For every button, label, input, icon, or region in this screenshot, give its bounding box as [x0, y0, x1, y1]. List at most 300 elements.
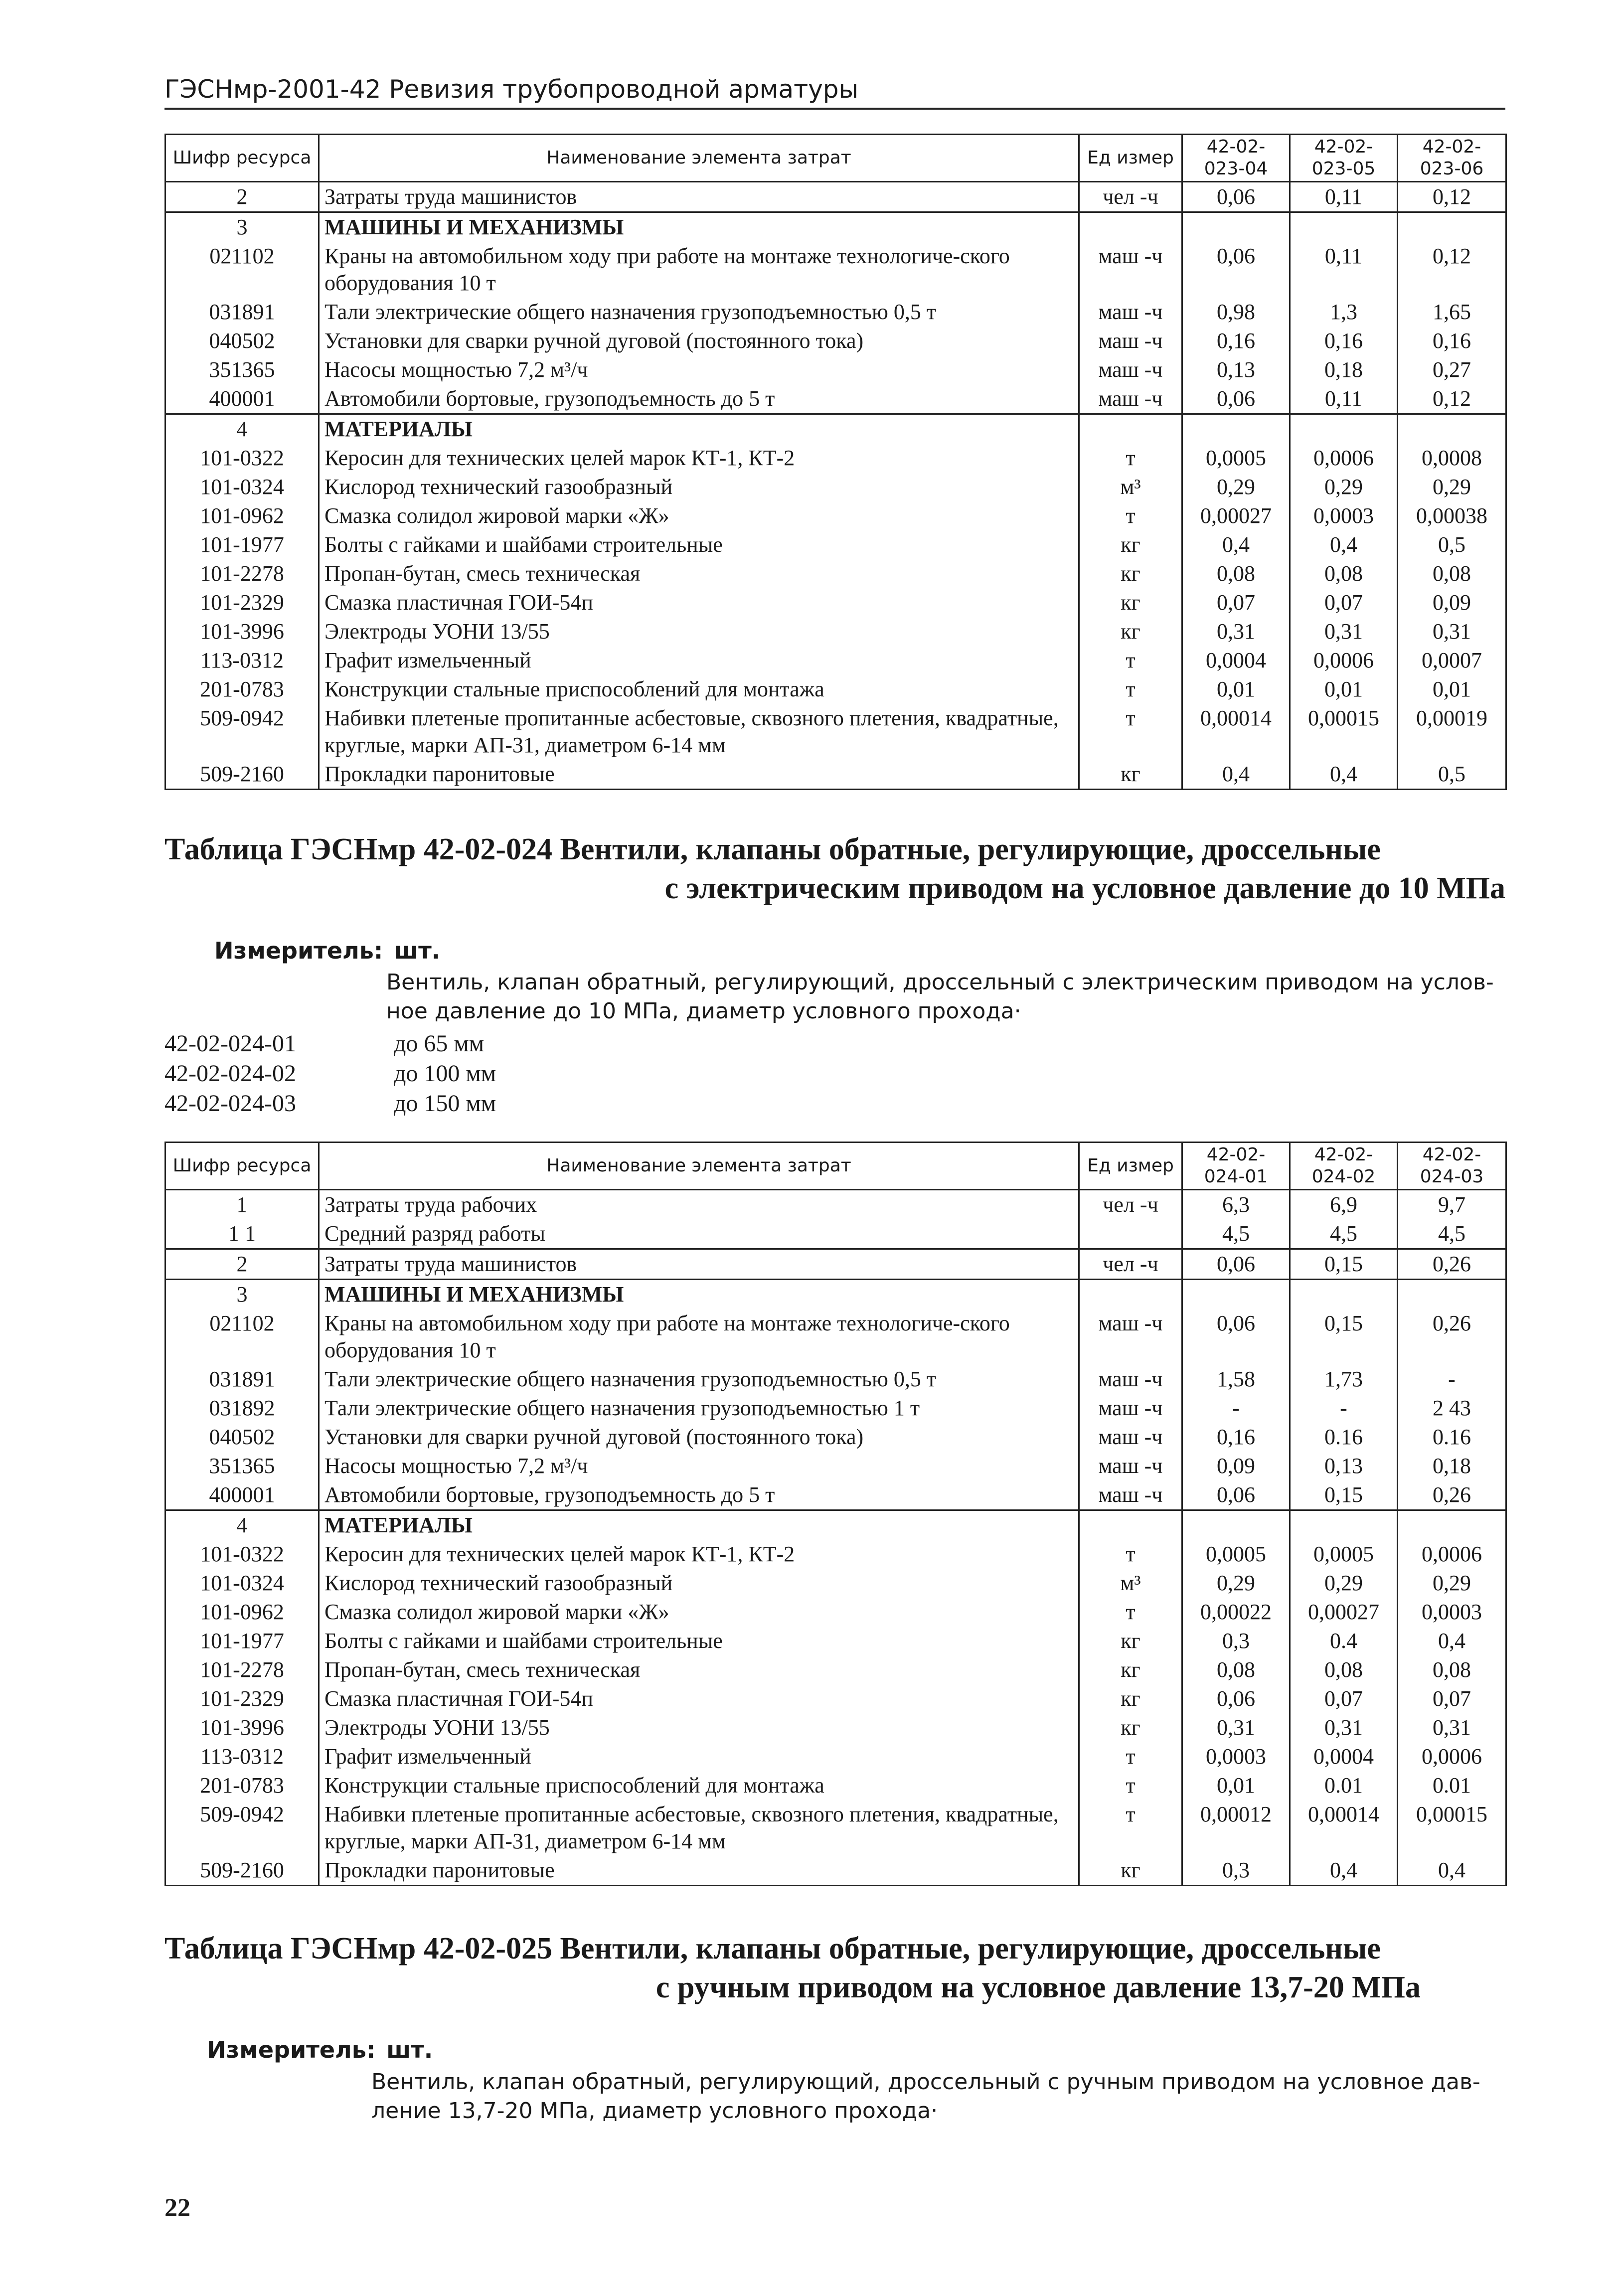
cell-value: 0,16 — [1182, 1423, 1290, 1452]
cell-value: 0,16 — [1290, 327, 1398, 355]
cell-value: 0,15 — [1290, 1249, 1398, 1280]
cell-value: 0,00014 — [1290, 1800, 1398, 1856]
cell-code: 400001 — [165, 384, 319, 414]
variant-text: до 100 мм — [394, 1060, 496, 1087]
cell-value: 9,7 — [1398, 1190, 1506, 1220]
variant-code: 42-02-024-01 — [164, 1030, 296, 1057]
cell-value — [1182, 1510, 1290, 1540]
header-unit: Ед измер — [1079, 1143, 1182, 1190]
cell-value: 0,98 — [1182, 298, 1290, 327]
cell-name: Средний разряд работы — [319, 1219, 1079, 1249]
cell-value: 1,65 — [1398, 298, 1506, 327]
cell-unit: т — [1079, 1598, 1182, 1627]
variant-row — [164, 1029, 484, 1059]
cell-code: 101-1977 — [165, 1627, 319, 1655]
cell-name: Тали электрические общего назначения грузоподъемностью 0,5 т — [319, 1365, 1079, 1394]
cell-code: 509-0942 — [165, 704, 319, 760]
cell-unit: т — [1079, 675, 1182, 704]
cell-value: 0,3 — [1182, 1856, 1290, 1886]
cell-code: 040502 — [165, 1423, 319, 1452]
section-title: МАТЕРИАЛЫ — [319, 1510, 1079, 1540]
table-row — [165, 1309, 1506, 1365]
cell-value: 0,29 — [1398, 473, 1506, 501]
measure-value: шт. — [394, 937, 441, 964]
cell-value: 0,0006 — [1290, 444, 1398, 473]
header-unit: Ед измер — [1079, 135, 1182, 182]
cell-value: 0,08 — [1290, 559, 1398, 588]
cell-value: 0,01 — [1290, 675, 1398, 704]
cell-code: 031891 — [165, 298, 319, 327]
header-col-3: 42-02-023-06 — [1398, 135, 1506, 182]
cell-value: 0,11 — [1290, 182, 1398, 212]
cell-name: Набивки плетеные пропитанные асбестовые, сквозного плетения, квадратные, круглые, марки АП-31, диаметром 6-14 мм — [319, 704, 1079, 760]
table-row — [165, 444, 1506, 473]
measure-value: шт. — [386, 2036, 433, 2063]
cell-value: 0,13 — [1182, 355, 1290, 384]
table-row — [165, 646, 1506, 675]
cell-value: 0,29 — [1290, 473, 1398, 501]
cell-value: 0,27 — [1398, 355, 1506, 384]
cell-unit: т — [1079, 704, 1182, 760]
cell-value: 0,4 — [1290, 530, 1398, 559]
table-row — [165, 559, 1506, 588]
cell-value: 0,08 — [1290, 1655, 1398, 1684]
cell-value: 0,4 — [1182, 760, 1290, 790]
cell-code: 101-1977 — [165, 530, 319, 559]
cell-value: 0,07 — [1182, 588, 1290, 617]
variant-text: до 65 мм — [394, 1030, 485, 1057]
cell-value: 0,0004 — [1290, 1742, 1398, 1771]
header-col-3: 42-02-024-03 — [1398, 1143, 1506, 1190]
cell-name: Графит измельченный — [319, 646, 1079, 675]
cell-code: 040502 — [165, 327, 319, 355]
cell-name: Прокладки паронитовые — [319, 1856, 1079, 1886]
cell-value: 1,58 — [1182, 1365, 1290, 1394]
cell-value: 0,06 — [1182, 1249, 1290, 1280]
header-code: Шифр ресурса — [165, 135, 319, 182]
cell-value: 0,4 — [1290, 760, 1398, 790]
variant-text: до 150 мм — [394, 1090, 496, 1117]
cell-code: 101-2278 — [165, 559, 319, 588]
cell-value: 0.4 — [1290, 1627, 1398, 1655]
table-row — [165, 530, 1506, 559]
cell-name: Установки для сварки ручной дуговой (постоянного тока) — [319, 1423, 1079, 1452]
table-row — [165, 1800, 1506, 1856]
cell-code: 113-0312 — [165, 646, 319, 675]
cell-unit: кг — [1079, 1655, 1182, 1684]
cell-unit: маш -ч — [1079, 1309, 1182, 1365]
cell-code: 101-3996 — [165, 1713, 319, 1742]
cell-value: 0,06 — [1182, 1480, 1290, 1510]
cell-unit: маш -ч — [1079, 1394, 1182, 1423]
cell-value: 0,4 — [1398, 1627, 1506, 1655]
header-name: Наименование элемента затрат — [319, 1143, 1079, 1190]
cell-value: 0.16 — [1290, 1423, 1398, 1452]
measure-description: Вентиль, клапан обратный, регулирующий, дроссельный с электрическим приводом на услов-ное давление до 10 МПа, диаметр условного прохода· — [386, 970, 1494, 1024]
cell-unit: маш -ч — [1079, 1423, 1182, 1452]
cell-value: 0,00014 — [1182, 704, 1290, 760]
cell-value: 0,08 — [1398, 1655, 1506, 1684]
cell-name: Смазка пластичная ГОИ-54п — [319, 588, 1079, 617]
cell-value: 4,5 — [1398, 1219, 1506, 1249]
variant-code: 42-02-024-03 — [164, 1090, 296, 1117]
cell-name: Прокладки паронитовые — [319, 760, 1079, 790]
cell-value: 0,12 — [1398, 384, 1506, 414]
cell-code: 2 — [165, 1249, 319, 1280]
resource-table-024 — [164, 1142, 1507, 1886]
table-header-row — [165, 1143, 1506, 1190]
cell-value: 0,4 — [1182, 530, 1290, 559]
cell-code: 1 — [165, 1190, 319, 1220]
cell-value: 0,0006 — [1398, 1540, 1506, 1569]
section-title: МАТЕРИАЛЫ — [319, 414, 1079, 444]
cell-name: Конструкции стальные приспособлений для монтажа — [319, 675, 1079, 704]
cell-code: 201-0783 — [165, 1771, 319, 1800]
cell-name: Насосы мощностью 7,2 м³/ч — [319, 355, 1079, 384]
page-header — [164, 74, 1505, 110]
cell-unit: т — [1079, 501, 1182, 530]
cell-value — [1398, 1510, 1506, 1540]
cell-unit: маш -ч — [1079, 1365, 1182, 1394]
cell-name: Затраты труда машинистов — [319, 1249, 1079, 1280]
table-row — [165, 1480, 1506, 1510]
cell-unit: чел -ч — [1079, 1249, 1182, 1280]
cell-value: 0,09 — [1398, 588, 1506, 617]
section-row — [165, 414, 1506, 444]
table-row — [165, 1856, 1506, 1886]
table-row — [165, 473, 1506, 501]
variant-code: 42-02-024-02 — [164, 1060, 296, 1087]
cell-unit: кг — [1079, 1856, 1182, 1886]
cell-value: 6,9 — [1290, 1190, 1398, 1220]
table-row — [165, 1598, 1506, 1627]
cell-value: 0,0003 — [1182, 1742, 1290, 1771]
cell-value: 0,31 — [1398, 617, 1506, 646]
cell-value: 0,12 — [1398, 182, 1506, 212]
cell-name: Затраты труда машинистов — [319, 182, 1079, 212]
cell-value: 0.01 — [1290, 1771, 1398, 1800]
table-row — [165, 588, 1506, 617]
cell-value: 0,06 — [1182, 242, 1290, 298]
cell-value: 0,06 — [1182, 182, 1290, 212]
table-title-line-1: Таблица ГЭСНмр 42-02-024 Вентили, клапаны обратные, регулирующие, дроссельные — [164, 832, 1381, 866]
cell-value — [1182, 414, 1290, 444]
cell-unit: кг — [1079, 617, 1182, 646]
section-row — [165, 212, 1506, 242]
cell-name: Смазка солидол жировой марки «Ж» — [319, 1598, 1079, 1627]
cell-code: 2 — [165, 182, 319, 212]
cell-name: Установки для сварки ручной дуговой (постоянного тока) — [319, 327, 1079, 355]
cell-value: 0,01 — [1398, 675, 1506, 704]
cell-unit: чел -ч — [1079, 1190, 1182, 1220]
cell-value: 0,00022 — [1182, 1598, 1290, 1627]
table-row — [165, 704, 1506, 760]
cell-value: 0,00027 — [1182, 501, 1290, 530]
cell-value: 0,3 — [1182, 1627, 1290, 1655]
cell-value: 0,26 — [1398, 1309, 1506, 1365]
cell-value — [1290, 212, 1398, 242]
cell-name: Набивки плетеные пропитанные асбестовые, сквозного плетения, квадратные, круглые, марки АП-31, диаметром 6-14 мм — [319, 1800, 1079, 1856]
cell-value: 0,31 — [1182, 1713, 1290, 1742]
cell-name: Электроды УОНИ 13/55 — [319, 617, 1079, 646]
cell-code: 201-0783 — [165, 675, 319, 704]
table-row — [165, 501, 1506, 530]
cell-code: 509-0942 — [165, 1800, 319, 1856]
cell-unit: т — [1079, 646, 1182, 675]
cell-code: 101-0324 — [165, 1569, 319, 1598]
header-col-1: 42-02-024-01 — [1182, 1143, 1290, 1190]
cell-value: 0,08 — [1182, 559, 1290, 588]
cell-name: Смазка пластичная ГОИ-54п — [319, 1684, 1079, 1713]
resource-table-023 — [164, 134, 1507, 790]
table-row — [165, 1394, 1506, 1423]
section-title: МАШИНЫ И МЕХАНИЗМЫ — [319, 1280, 1079, 1310]
header-name: Наименование элемента затрат — [319, 135, 1079, 182]
table-title-024 — [164, 830, 1505, 908]
table-row — [165, 1219, 1506, 1249]
table-row — [165, 1713, 1506, 1742]
cell-name: Электроды УОНИ 13/55 — [319, 1713, 1079, 1742]
cell-value: 0,15 — [1290, 1309, 1398, 1365]
cell-name: Болты с гайками и шайбами строительные — [319, 1627, 1079, 1655]
cell-value: 0.01 — [1398, 1771, 1506, 1800]
cell-value: 0,26 — [1398, 1480, 1506, 1510]
cell-value — [1182, 212, 1290, 242]
table-row — [165, 1771, 1506, 1800]
cell-value: 0,16 — [1182, 327, 1290, 355]
table-row — [165, 242, 1506, 298]
cell-name: Тали электрические общего назначения грузоподъемностью 1 т — [319, 1394, 1079, 1423]
cell-value: 0,0004 — [1182, 646, 1290, 675]
cell-code: 351365 — [165, 355, 319, 384]
measure-label: Измеритель: — [214, 937, 383, 964]
cell-name: Автомобили бортовые, грузоподъемность до 5 т — [319, 384, 1079, 414]
cell-unit: кг — [1079, 760, 1182, 790]
cell-name: Керосин для технических целей марок КТ-1, КТ-2 — [319, 444, 1079, 473]
cell-unit: м³ — [1079, 1569, 1182, 1598]
cell-name: Кислород технический газообразный — [319, 473, 1079, 501]
cell-code: 101-0322 — [165, 444, 319, 473]
cell-unit: маш -ч — [1079, 1480, 1182, 1510]
cell-value: 0.16 — [1398, 1423, 1506, 1452]
cell-name: Кислород технический газообразный — [319, 1569, 1079, 1598]
table-title-025 — [164, 1929, 1505, 2007]
cell-name: Пропан-бутан, смесь техническая — [319, 559, 1079, 588]
table-row — [165, 1540, 1506, 1569]
cell-unit: м³ — [1079, 473, 1182, 501]
cell-unit: т — [1079, 444, 1182, 473]
cell-value: 2 43 — [1398, 1394, 1506, 1423]
cell-code: 021102 — [165, 242, 319, 298]
cell-value: 0,01 — [1182, 1771, 1290, 1800]
cell-value — [1398, 1280, 1506, 1310]
page-header-title: ГЭСНмр-2001-42 Ревизия трубопроводной арматуры — [164, 75, 859, 104]
cell-value: 0,13 — [1290, 1452, 1398, 1480]
table-row — [165, 298, 1506, 327]
cell-code: 1 1 — [165, 1219, 319, 1249]
cell-unit: маш -ч — [1079, 355, 1182, 384]
cell-value: 0,16 — [1398, 327, 1506, 355]
cell-value: 0,00015 — [1398, 1800, 1506, 1856]
table-row — [165, 1249, 1506, 1280]
cell-code: 021102 — [165, 1309, 319, 1365]
cell-value: 0,06 — [1182, 1309, 1290, 1365]
cell-code: 101-0962 — [165, 1598, 319, 1627]
cell-value: 0,31 — [1398, 1713, 1506, 1742]
cell-value: 0,08 — [1182, 1655, 1290, 1684]
cell-value: 0,06 — [1182, 1684, 1290, 1713]
cell-code: 113-0312 — [165, 1742, 319, 1771]
cell-code: 101-2329 — [165, 1684, 319, 1713]
cell-unit — [1079, 1280, 1182, 1310]
cell-value: 0,01 — [1182, 675, 1290, 704]
table-title-line-1: Таблица ГЭСНмр 42-02-025 Вентили, клапаны обратные, регулирующие, дроссельные — [164, 1932, 1381, 1966]
cell-value: 0,11 — [1290, 242, 1398, 298]
cell-value: 0,12 — [1398, 242, 1506, 298]
cell-name: Краны на автомобильном ходу при работе на монтаже технологиче-ского оборудования 10 т — [319, 242, 1079, 298]
cell-unit: кг — [1079, 530, 1182, 559]
cell-value: 0,07 — [1290, 1684, 1398, 1713]
cell-value: 0,0003 — [1290, 501, 1398, 530]
cell-unit — [1079, 1219, 1182, 1249]
table-row — [165, 1742, 1506, 1771]
table-title-line-2: с ручным приводом на условное давление 13,7-20 МПа — [655, 1970, 1421, 2004]
cell-name: Графит измельченный — [319, 1742, 1079, 1771]
table-row — [165, 675, 1506, 704]
cell-value: 6,3 — [1182, 1190, 1290, 1220]
cell-value: 0,0006 — [1290, 646, 1398, 675]
cell-unit: кг — [1079, 1684, 1182, 1713]
table-header-row — [165, 135, 1506, 182]
table-row — [165, 760, 1506, 790]
cell-value: 0,29 — [1182, 473, 1290, 501]
cell-value: 0,00019 — [1398, 704, 1506, 760]
cell-code: 101-2278 — [165, 1655, 319, 1684]
cell-code: 101-0962 — [165, 501, 319, 530]
cell-unit: кг — [1079, 1713, 1182, 1742]
cell-value: 0,06 — [1182, 384, 1290, 414]
cell-value: 1,73 — [1290, 1365, 1398, 1394]
cell-value: - — [1290, 1394, 1398, 1423]
table-row — [165, 355, 1506, 384]
cell-value: 0,0006 — [1398, 1742, 1506, 1771]
cell-value — [1182, 1280, 1290, 1310]
cell-unit: маш -ч — [1079, 1452, 1182, 1480]
cell-value: 0,00012 — [1182, 1800, 1290, 1856]
measure-label: Измеритель: — [207, 2036, 376, 2063]
cell-code: 509-2160 — [165, 1856, 319, 1886]
section-row — [165, 1510, 1506, 1540]
cell-value: - — [1398, 1365, 1506, 1394]
cell-value — [1290, 414, 1398, 444]
header-code: Шифр ресурса — [165, 1143, 319, 1190]
measure-line — [207, 2036, 433, 2063]
cell-value — [1398, 414, 1506, 444]
cell-value — [1398, 212, 1506, 242]
cell-unit: кг — [1079, 588, 1182, 617]
cell-value: 0,0003 — [1398, 1598, 1506, 1627]
cell-value: 0,26 — [1398, 1249, 1506, 1280]
table-row — [165, 617, 1506, 646]
cell-value: 4,5 — [1182, 1219, 1290, 1249]
cell-code: 101-0324 — [165, 473, 319, 501]
measure-line — [214, 937, 440, 964]
cell-value: 0,18 — [1398, 1452, 1506, 1480]
cell-value — [1290, 1510, 1398, 1540]
cell-unit: чел -ч — [1079, 182, 1182, 212]
cell-name: Пропан-бутан, смесь техническая — [319, 1655, 1079, 1684]
cell-value: 0,5 — [1398, 760, 1506, 790]
header-col-2: 42-02-023-05 — [1290, 135, 1398, 182]
cell-value: 0,18 — [1290, 355, 1398, 384]
cell-name: Насосы мощностью 7,2 м³/ч — [319, 1452, 1079, 1480]
cell-code: 101-2329 — [165, 588, 319, 617]
cell-value: 0,0005 — [1182, 1540, 1290, 1569]
cell-name: Болты с гайками и шайбами строительные — [319, 530, 1079, 559]
cell-value: 0,0005 — [1182, 444, 1290, 473]
table-row — [165, 327, 1506, 355]
cell-value: 0,31 — [1182, 617, 1290, 646]
cell-code: 4 — [165, 1510, 319, 1540]
cell-unit — [1079, 1510, 1182, 1540]
cell-value: 0,0005 — [1290, 1540, 1398, 1569]
section-title: МАШИНЫ И МЕХАНИЗМЫ — [319, 212, 1079, 242]
cell-value: 0,00038 — [1398, 501, 1506, 530]
cell-name: Краны на автомобильном ходу при работе на монтаже технологиче-ского оборудования 10 т — [319, 1309, 1079, 1365]
cell-name: Тали электрические общего назначения грузоподъемностью 0,5 т — [319, 298, 1079, 327]
cell-unit — [1079, 414, 1182, 444]
cell-value: 1,3 — [1290, 298, 1398, 327]
variant-row — [164, 1089, 496, 1119]
cell-value: 0,31 — [1290, 617, 1398, 646]
cell-code: 4 — [165, 414, 319, 444]
table-row — [165, 1423, 1506, 1452]
cell-name: Смазка солидол жировой марки «Ж» — [319, 501, 1079, 530]
cell-value: 0,29 — [1182, 1569, 1290, 1598]
cell-unit: маш -ч — [1079, 242, 1182, 298]
cell-unit — [1079, 212, 1182, 242]
cell-code: 101-3996 — [165, 617, 319, 646]
cell-value: 4,5 — [1290, 1219, 1398, 1249]
section-row — [165, 1280, 1506, 1310]
cell-value: 0,08 — [1398, 559, 1506, 588]
table-row — [165, 1627, 1506, 1655]
table-row — [165, 384, 1506, 414]
cell-code: 031892 — [165, 1394, 319, 1423]
table-row — [165, 1365, 1506, 1394]
cell-code: 3 — [165, 1280, 319, 1310]
cell-value: 0,0008 — [1398, 444, 1506, 473]
table-row — [165, 1190, 1506, 1220]
cell-code: 509-2160 — [165, 760, 319, 790]
cell-unit: маш -ч — [1079, 298, 1182, 327]
cell-value: 0,07 — [1290, 588, 1398, 617]
cell-unit: маш -ч — [1079, 384, 1182, 414]
cell-unit: т — [1079, 1800, 1182, 1856]
cell-value: 0,15 — [1290, 1480, 1398, 1510]
table-row — [165, 1452, 1506, 1480]
cell-unit: т — [1079, 1742, 1182, 1771]
measure-description: Вентиль, клапан обратный, регулирующий, дроссельный с ручным приводом на условное дав-ление 13,7-20 МПа, диаметр условного прохода· — [371, 2069, 1480, 2124]
cell-name: Автомобили бортовые, грузоподъемность до 5 т — [319, 1480, 1079, 1510]
table-row — [165, 1684, 1506, 1713]
cell-unit: т — [1079, 1771, 1182, 1800]
cell-unit: кг — [1079, 559, 1182, 588]
cell-name: Керосин для технических целей марок КТ-1, КТ-2 — [319, 1540, 1079, 1569]
header-col-2: 42-02-024-02 — [1290, 1143, 1398, 1190]
header-col-1: 42-02-023-04 — [1182, 135, 1290, 182]
cell-name: Конструкции стальные приспособлений для монтажа — [319, 1771, 1079, 1800]
